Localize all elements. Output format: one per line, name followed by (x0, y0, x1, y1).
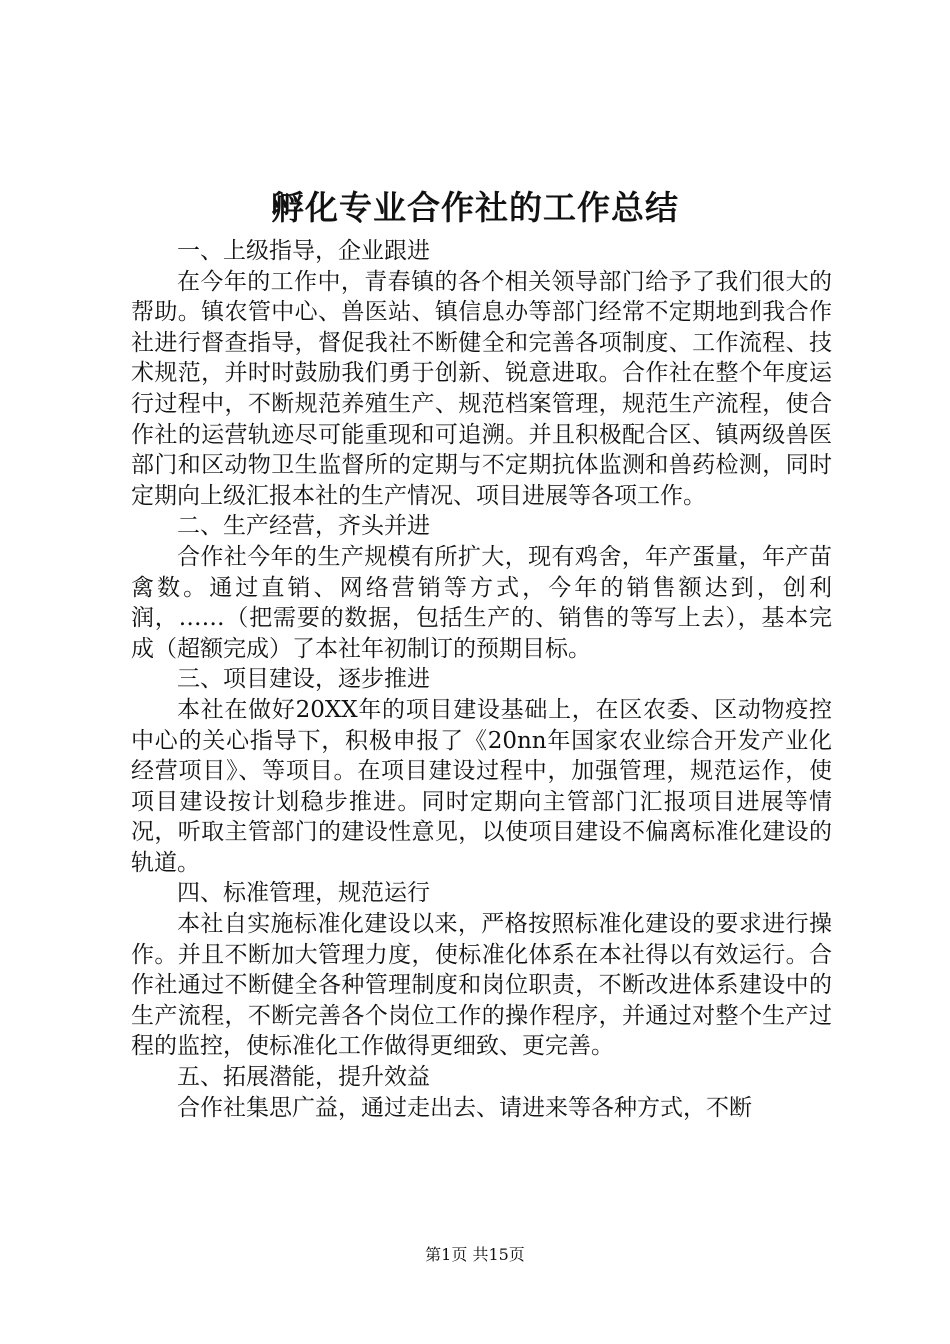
section-heading-4: 四、标准管理，规范运行 (177, 880, 430, 907)
section-heading-1: 一、上级指导，企业跟进 (177, 238, 430, 264)
section-heading-3: 三、项目建设，逐步推进 (177, 666, 430, 693)
paragraph-4: 本社自实施标准化建设以来，严格按照标准化建设的要求进行操作。并且不断加大管理力度，使标准化体系在本社得以有效运行。合作社通过不断健全各种管理制度和岗位职责，不断改进体系建设中的生产流程，不断完善各个岗位工作的操作程序，并通过对整个生产过程的监控，使标准化工作做得更细致、更完善。 (131, 911, 832, 1060)
section-heading-2: 二、生产经营，齐头并进 (177, 513, 430, 540)
paragraph-1: 在今年的工作中，青春镇的各个相关领导部门给予了我们很大的帮助。镇农管中心、兽医站、镇信息办等部门经常不定期地到我合作社进行督查指导，督促我社不断健全和完善各项制度、工作流程、技术规范，并时时鼓励我们勇于创新、锐意进取。合作社在整个年度运行过程中，不断规范养殖生产、规范档案管理，规范生产流程，使合作社的运营轨迹尽可能重现和可追溯。并且积极配合区、镇两级兽医部门和区动物卫生监督所的定期与不定期抗体监测和兽药检测，同时定期向上级汇报本社的生产情况、项目进展等各项工作。 (131, 268, 832, 509)
paragraph-2: 合作社今年的生产规模有所扩大，现有鸡舍，年产蛋量，年产苗禽数。通过直销、网络营销等方式，今年的销售额达到，创利润，……（把需要的数据，包括生产的、销售的等写上去），基本完成（超额完成）了本社年初制订的预期目标。 (131, 543, 832, 662)
section-heading-5: 五、拓展潜能，提升效益 (177, 1064, 430, 1091)
paragraph-3: 本社在做好20XX年的项目建设基础上，在区农委、区动物疫控中心的关心指导下，积极申报了《20nn年国家农业综合开发产业化经营项目》、等项目。在项目建设过程中，加强管理，规范运作，使项目建设按计划稳步推进。同时定期向主管部门汇报项目进展等情况，听取主管部门的建设性意见，以使项目建设不偏离标准化建设的轨道。 (131, 696, 832, 876)
paragraph-5: 合作社集思广益，通过走出去、请进来等各种方式，不断 (177, 1094, 752, 1121)
document-body (131, 236, 832, 1123)
page-number-footer: 第1页 共15页 (425, 1245, 525, 1264)
document-title: 孵化专业合作社的工作总结 (271, 188, 679, 227)
